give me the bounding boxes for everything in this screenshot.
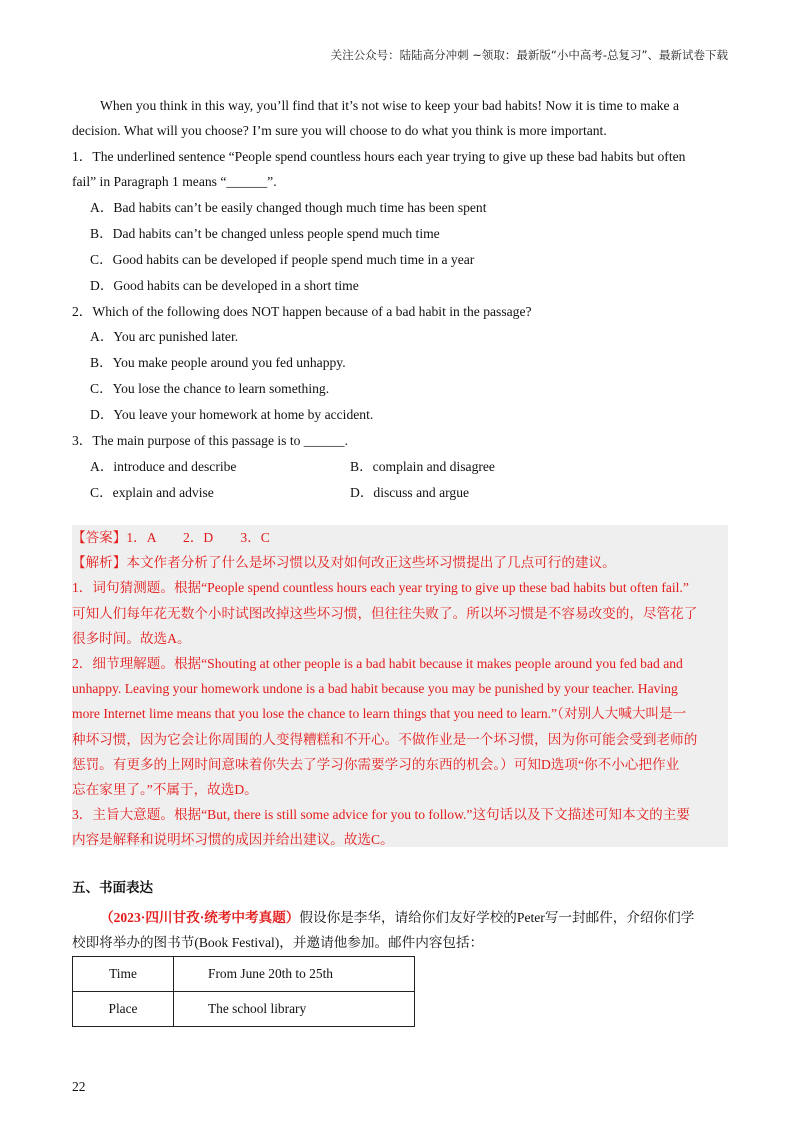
- q3-option-b: B．complain and disagree: [350, 458, 495, 474]
- task-source: （2023·四川甘孜·统考中考真题）: [100, 910, 300, 925]
- passage-paragraph: When you think in this way, you’ll find that it’s not wise to keep your bad habits! Now it is time to make a: [100, 98, 680, 113]
- question-2: 2．Which of the following does NOT happen because of a bad habit in the passage?: [72, 303, 532, 319]
- explanation-line: unhappy. Leaving your homework undone is a bad habit because you may be punished by your teacher. Having: [72, 681, 678, 697]
- page-header: 关注公众号：陆陆高分冲刺 ~领取：最新版“小中高考-总复习”、最新试卷下载: [330, 48, 728, 62]
- passage-and-questions: [72, 93, 728, 506]
- explanation-line: 2．细节理解题。根据“Shouting at other people is a bad habit because it makes people around you fed bad and: [72, 656, 683, 672]
- table-key: Place: [73, 992, 174, 1027]
- q1-option-a: A．Bad habits can’t be easily changed though much time has been spent: [90, 199, 487, 215]
- question-1: 1．The underlined sentence “People spend countless hours each year trying to give up these bad habits but often: [72, 148, 686, 164]
- q2-option-b: B．You make people around you fed unhappy.: [90, 355, 346, 370]
- q1-option-c: C．Good habits can be developed if people spend much time in a year: [90, 251, 475, 267]
- q3-options-row-1: [90, 454, 728, 480]
- explanation-line: 1．词句猜测题。根据“People spend countless hours each year trying to give up these bad habits but often fail.”: [72, 580, 689, 596]
- q2-option-c: C．You lose the chance to learn something.: [90, 381, 330, 396]
- question-3: 3．The main purpose of this passage is to ______.: [72, 433, 348, 448]
- explanation-line: 3．主旨大意题。根据“But, there is still some advice for you to follow.”这句话以及下文描述可知本文的主要: [72, 807, 690, 823]
- explanation-intro: 【解析】本文作者分析了什么是坏习惯以及对如何改正这些坏习惯提出了几点可行的建议。: [72, 555, 616, 571]
- writing-task-line-1: [72, 905, 728, 930]
- explanation-line: 种坏习惯，因为它会让你周围的人变得糟糕和不开心。不做作业是一个坏习惯，因为你可能会受到老师的: [72, 731, 698, 747]
- table-row: [73, 992, 415, 1027]
- explanation-line: 惩罚。有更多的上网时间意味着你失去了学习你需要学习的东西的机会。）可知D选项“你不小心把作业: [72, 756, 680, 772]
- passage-line: decision. What will you choose? I’m sure you will choose to do what you think is more important.: [72, 123, 607, 138]
- table-key: Time: [73, 957, 174, 992]
- q2-option-a: A．You arc punished later.: [90, 329, 239, 344]
- q1-option-d: D．Good habits can be developed in a short time: [90, 277, 359, 293]
- task-text-2: 校即将举办的图书节(Book Festival)，并邀请他参加。邮件内容包括：: [72, 935, 484, 950]
- task-text-1: 假设你是李华，请给你们友好学校的Peter写一封邮件，介绍你们学: [299, 910, 695, 925]
- q1-option-b: B．Dad habits can’t be changed unless people spend much time: [90, 225, 440, 241]
- q3-option-a: A．introduce and describe: [90, 458, 237, 474]
- explanation-line: 内容是解释和说明坏习惯的成因并给出建议。故选C。: [72, 832, 394, 848]
- question-1-cont: fail” in Paragraph 1 means “______”.: [72, 174, 277, 189]
- answer-key: 【答案】1．A 2．D 3．C: [72, 530, 270, 545]
- page-number: 22: [72, 1079, 86, 1094]
- q3-option-d: D．discuss and argue: [350, 484, 470, 500]
- explanation-line: 忘在家里了。”不属于，故选D。: [72, 782, 258, 798]
- explanation-line: 可知人们每年花无数个小时试图改掉这些坏习惯，但往往失败了。所以坏习惯是不容易改变的，尽管花了: [72, 605, 698, 621]
- table-value: From June 20th to 25th: [174, 957, 415, 992]
- answer-explanation-box: [72, 525, 728, 847]
- section-title: 五、书面表达: [72, 880, 153, 896]
- info-table: [72, 956, 415, 1027]
- q3-options-row-2: [90, 480, 728, 506]
- table-row: [73, 957, 415, 992]
- table-value: The school library: [174, 992, 415, 1027]
- q3-option-c: C．explain and advise: [90, 484, 214, 500]
- q2-option-d: D．You leave your homework at home by accident.: [90, 407, 374, 422]
- explanation-line: more Internet lime means that you lose the chance to learn things that you need to learn.”（对别人大喊大叫是一: [72, 706, 687, 722]
- explanation-line: 很多时间。故选A。: [72, 630, 191, 646]
- writing-task: [72, 905, 728, 955]
